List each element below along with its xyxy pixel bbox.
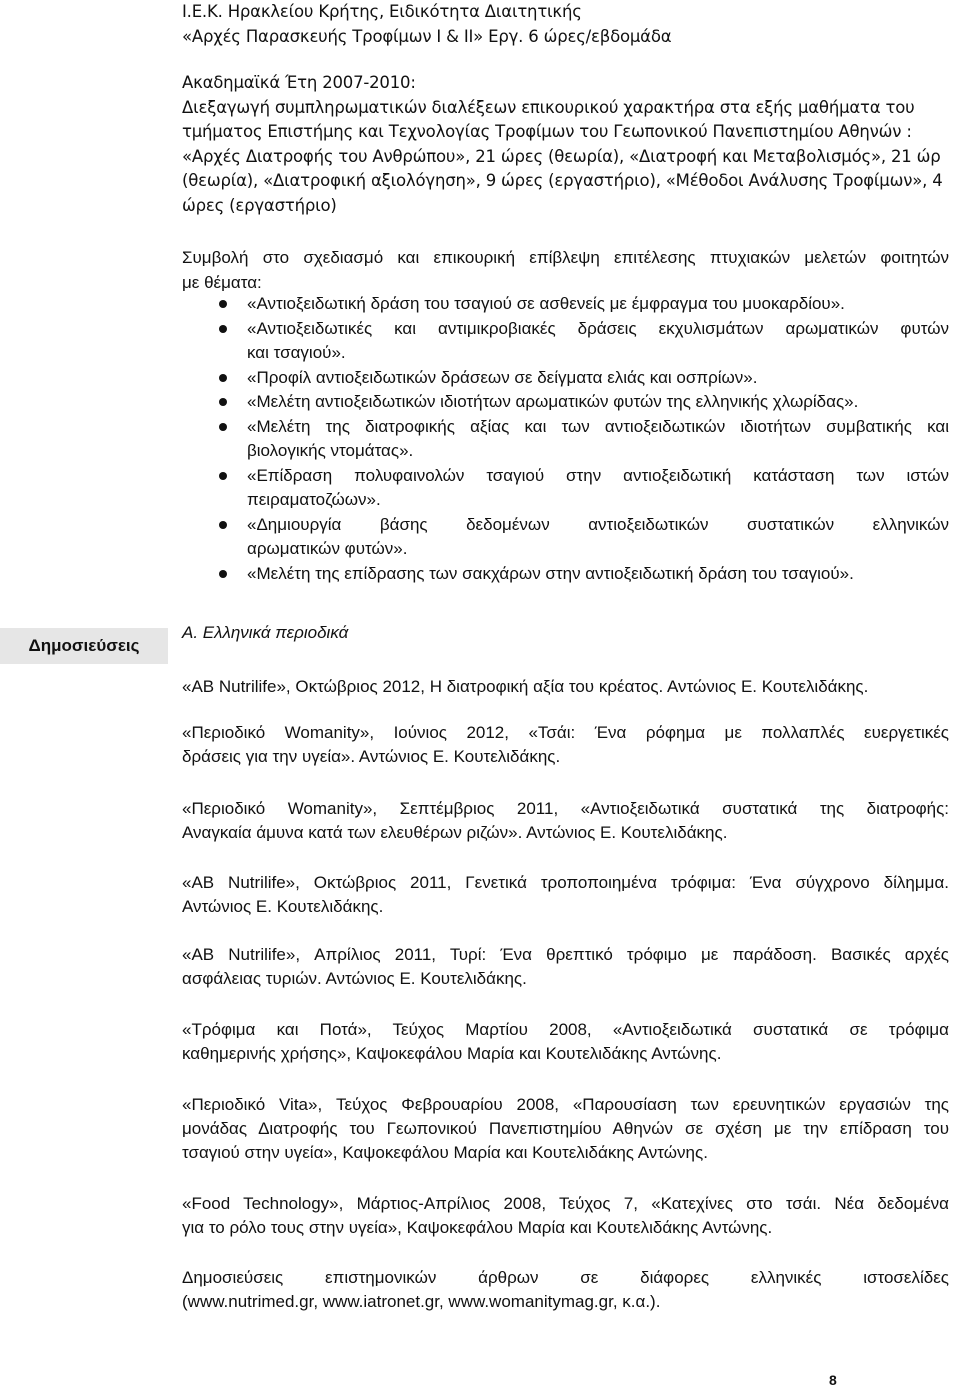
section-title-greek-journals: Α. Ελληνικά περιοδικά xyxy=(182,623,349,642)
publication-entry xyxy=(182,675,949,699)
publication-line: ασφάλειας τυριών. Αντώνιος Ε. Κουτελιδάκης. xyxy=(182,969,527,988)
list-item-text-cont: βιολογικής ντομάτας». xyxy=(247,441,414,460)
list-item-text: «Μελέτη αντιοξειδωτικών ιδιοτήτων αρωματικών φυτών της ελληνικής χλωρίδας». xyxy=(247,392,859,411)
academic-line: «Αρχές Διατροφής του Ανθρώπου», 21 ώρες (θεωρία), «Διατροφή και Μεταβολισμός», 21 ώρ xyxy=(182,146,941,166)
thesis-intro xyxy=(182,245,949,295)
list-item xyxy=(182,562,949,587)
list-item xyxy=(182,464,949,513)
list-item-text: «Επίδραση πολυφαινολών τσαγιού στην αντιοξειδωτική κατάσταση των ιστών xyxy=(247,465,949,485)
list-item-text-cont: και τσαγιού». xyxy=(247,343,346,362)
publication-line: (www.nutrimed.gr, www.iatronet.gr, www.womanitymag.gr, κ.α.). xyxy=(182,1292,661,1311)
list-item-text: «Δημιουργία βάσης δεδομένων αντιοξειδωτικών συστατικών ελληνικών xyxy=(247,514,949,534)
academic-line: τμήματος Επιστήμης και Τεχνολογίας Τροφίμων του Γεωπονικού Πανεπιστημίου Αθηνών : xyxy=(182,122,912,141)
bullet-icon xyxy=(219,398,227,406)
page-number: 8 xyxy=(829,1372,837,1388)
publication-line: Δημοσιεύσεις επιστημονικών άρθρων σε διάφορες ελληνικές ιστοσελίδες xyxy=(182,1268,949,1287)
list-item-text: «Μελέτη της διατροφικής αξίας και των αντιοξειδωτικών ιδιοτήτων συμβατικής και xyxy=(247,416,949,436)
thesis-intro-line-1: Συμβολή στο σχεδιασμό και επικουρική επίβλεψη επιτέλεσης πτυχιακών μελετών φοιτητών xyxy=(182,248,949,267)
publication-entry xyxy=(182,1093,949,1165)
publication-line: Αναγκαία άμυνα κατά των ελευθέρων ριζών». Αντώνιος Ε. Κουτελιδάκης. xyxy=(182,823,728,842)
bullet-icon xyxy=(219,300,227,308)
bullet-icon xyxy=(219,325,227,333)
list-item-text-cont: πειραματοζώων». xyxy=(247,490,381,509)
publication-line: Αντώνιος Ε. Κουτελιδάκης. xyxy=(182,897,384,916)
list-item xyxy=(182,513,949,562)
publication-entry xyxy=(182,1018,949,1066)
header-block xyxy=(182,0,960,49)
list-item-text: «Μελέτη της επίδρασης των σακχάρων στην αντιοξειδωτική δράση του τσαγιού». xyxy=(247,563,854,583)
publication-entry xyxy=(182,721,949,769)
academic-years-block xyxy=(182,71,960,218)
publication-line: μονάδας Διατροφής του Γεωπονικού Πανεπιστημίου Αθηνών σε σχέση με την επίδραση του xyxy=(182,1119,949,1138)
academic-line: ώρες (εργαστήριο) xyxy=(182,195,337,215)
list-item-text: «Αντιοξειδωτικές και αντιμικροβιακές δράσεις εκχυλισμάτων αρωματικών φυτών xyxy=(247,318,949,338)
list-item-text-cont: αρωματικών φυτών». xyxy=(247,539,408,558)
academic-title: Ακαδημαϊκά Έτη 2007-2010: xyxy=(182,73,416,92)
publication-line: «Περιοδικό Womanity», Ιούνιος 2012, «Τσάι: Ένα ρόφημα με πολλαπλές ευεργετικές xyxy=(182,723,949,742)
publication-line: τσαγιού στην υγεία», Καψοκεφάλου Μαρία και Κουτελιδάκης Αντώνης. xyxy=(182,1143,708,1162)
bullet-icon xyxy=(219,374,227,382)
thesis-topics-list xyxy=(182,292,949,586)
academic-line: (θεωρία), «Διατροφική αξιολόγηση», 9 ώρες (εργαστήριο), «Μέθοδοι Ανάλυσης Τροφίμων», 4 xyxy=(182,171,943,190)
publication-line: «Περιοδικό Womanity», Σεπτέμβριος 2011, «Αντιοξειδωτικά συστατικά της διατροφής: xyxy=(182,799,949,818)
list-item xyxy=(182,317,949,366)
academic-line: Διεξαγωγή συμπληρωματικών διαλέξεων επικουρικού χαρακτήρα στα εξής μαθήματα του xyxy=(182,97,915,117)
publication-entry xyxy=(182,871,949,919)
list-item xyxy=(182,415,949,464)
publication-entry xyxy=(182,1192,949,1240)
publication-line: «Περιοδικό Vita», Τεύχος Φεβρουαρίου 2008, «Παρουσίαση των ερευνητικών εργασιών της xyxy=(182,1095,949,1114)
publications-side-label: Δημοσιεύσεις xyxy=(0,628,168,664)
list-item xyxy=(182,390,949,415)
publication-line: «AB Nutrilife», Οκτώβριος 2011, Γενετικά τροποποιημένα τρόφιμα: Ένα σύγχρονο δίλημμα. xyxy=(182,873,949,892)
list-item xyxy=(182,366,949,391)
bullet-icon xyxy=(219,570,227,578)
list-item-text: «Αντιοξειδωτική δράση του τσαγιού σε ασθενείς με έμφραγμα του μυοκαρδίου». xyxy=(247,294,845,313)
publication-line: «AB Nutrilife», Απρίλιος 2011, Τυρί: Ένα θρεπτικό τρόφιμο με παράδοση. Βασικές αρχές xyxy=(182,945,949,964)
publication-entry xyxy=(182,1266,949,1314)
list-item-text: «Προφίλ αντιοξειδωτικών δράσεων σε δείγματα ελιάς και οσπρίων». xyxy=(247,367,758,387)
publication-line: για το ρόλο τους στην υγεία», Καψοκεφάλου Μαρία και Κουτελιδάκης Αντώνης. xyxy=(182,1218,773,1237)
publication-entry xyxy=(182,797,949,845)
header-line-2: «Αρχές Παρασκευής Τροφίμων Ι & ΙΙ» Εργ. 6 ώρες/εβδομάδα xyxy=(182,26,672,46)
bullet-icon xyxy=(219,472,227,480)
publication-line: «Τρόφιμα και Ποτά», Τεύχος Μαρτίου 2008, «Αντιοξειδωτικά συστατικά σε τρόφιμα xyxy=(182,1020,949,1039)
publication-entry xyxy=(182,943,949,991)
header-line-1: Ι.Ε.Κ. Ηρακλείου Κρήτης, Ειδικότητα Διαιτητικής xyxy=(182,2,582,21)
thesis-intro-line-2: με θέματα: xyxy=(182,273,262,292)
bullet-icon xyxy=(219,423,227,431)
list-item xyxy=(182,292,949,317)
bullet-icon xyxy=(219,521,227,529)
publication-line: δράσεις για την υγεία». Αντώνιος Ε. Κουτελιδάκης. xyxy=(182,747,561,766)
publication-line: «Food Technology», Μάρτιος-Απρίλιος 2008, Τεύχος 7, «Κατεχίνες στο τσάι. Νέα δεδομένα xyxy=(182,1194,949,1213)
publication-line: «AB Nutrilife», Οκτώβριος 2012, Η διατροφική αξία του κρέατος. Αντώνιος Ε. Κουτελιδάκης. xyxy=(182,677,869,696)
publication-line: καθημερινής χρήσης», Καψοκεφάλου Μαρία και Κουτελιδάκης Αντώνης. xyxy=(182,1044,722,1063)
